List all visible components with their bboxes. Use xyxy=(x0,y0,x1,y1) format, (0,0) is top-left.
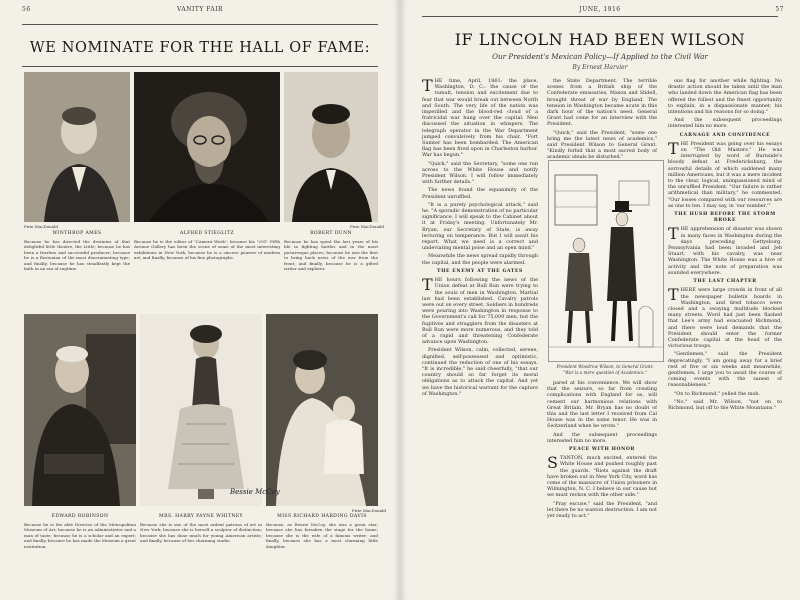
name-edward-robinson: EDWARD ROBINSON xyxy=(51,514,109,519)
article-paragraph xyxy=(668,138,782,209)
illustration-caption-quote: "War is a mere question of Academics." xyxy=(563,370,647,375)
article-paragraph xyxy=(668,78,782,115)
article-paragraph xyxy=(422,277,538,345)
paragraph-text: "No," said Mr. Wilson, "not on to Richmond, but off to the White Mountains." xyxy=(668,398,782,411)
paragraph-text: "It is a purely psychological attack," said he. "A sporadic demonstration of no particular significance. I will speak to the Cabinet about it at Friday's meeting. Unfortunately Mr. Bryan, our Secretary of State, is away lecturing on temperance. But I will await his report. What we need is a correct and undeviating mental poise and an open mind." xyxy=(422,201,538,252)
drop-cap: T xyxy=(422,76,433,95)
blurb-edward-robinson: Because he is the able Director of the Metropolitan Museum of Art; because he is an administrator and a man of taste; because he is a scholar and an expert; and finally, because he has made the Museum a great institution. xyxy=(24,522,136,549)
article-paragraph xyxy=(668,391,782,397)
page-title-hall-of-fame: WE NOMINATE FOR THE HALL OF FAME: xyxy=(29,40,371,56)
photo-credit: Pirie MacDonald xyxy=(24,224,58,229)
article-byline: By Ernest Harvier xyxy=(572,64,628,71)
paragraph-text: The news found the equanimity of the President unruffled. xyxy=(422,187,538,200)
article-subtitle: Our President's Mexican Policy—If Applied to the Civil War xyxy=(492,52,708,61)
photo-alfred-stieglitz xyxy=(134,72,280,222)
paragraph-text: HE apprehension of disaster was shown in many faces in Washington during the days preceding Gettysburg. Pennsylvania had been invaded and Jeb Stuart, with his cavalry, was near Washington. The White House was a hive of activity and the note of preparation was sounded everywhere. xyxy=(668,226,782,276)
article-column-2 xyxy=(547,78,657,161)
drop-cap: T xyxy=(422,275,433,295)
illustration-caption: President Woodrow Wilson, to General Grant: xyxy=(556,364,654,369)
paragraph-text: pared at his convenience. We will show that the seizure, so far from creating complications with England for us, will cement our harmonious relations with Great Britain. Mr. Bryan has no doubt of this and the last letter I received from Cal House was in the same tenor. He was in Switzerland when he wrote." xyxy=(547,380,657,430)
name-winthrop-ames: WINTHROP AMES xyxy=(52,231,102,236)
cartoon-drawing xyxy=(549,161,663,361)
article-paragraph xyxy=(547,455,657,498)
portrait-image xyxy=(24,314,136,506)
article-paragraph xyxy=(422,347,538,397)
paragraph-text: President Wilson, calm, collected, serene, dignified, self-possessed and optimistic, continued the redaction of one of his essays. "It is incredible," he said cheerfully, "that our country should so far forget its moral obligations as to attack the capital. And yet we have the historical warrant for the capture of Washington." xyxy=(422,347,538,397)
top-rule xyxy=(22,24,378,25)
article-paragraph xyxy=(547,380,657,430)
paragraph-text: "Quick," said the Secretary, "some one run across to the White House and notify President Wilson. I will follow immediately with further details." xyxy=(422,160,538,186)
article-paragraph xyxy=(422,202,538,252)
drop-cap: S xyxy=(547,453,558,473)
paragraph-text: HE President was going over his essays on "The Old Masters." He was interrupted by word of Burnside's bloody defeat at Fredericksburg, the sorrowful details of which saddened many million Americans, but it was a mere incident to the clear, logical, unimpassioned mind of the unruffled President. "Our failure is rather arithmetical than military," he commented. "Our losses compared with our resources are as one to ten. I may say, in 'our number.'" xyxy=(668,140,782,209)
drop-cap: T xyxy=(668,285,679,305)
right-page-number: 57 xyxy=(775,6,784,13)
paragraph-text: "Quick," said the President, "some one bring me the latest news of academics," said President Wilson to General Grant. "Kindly forbid that a most sacred body of academic ideals be disturbed." xyxy=(547,129,657,161)
name-robert-dunn: ROBERT DUNN xyxy=(310,231,352,236)
portrait-image xyxy=(24,72,130,222)
right-running-head: JUNE, 1916 xyxy=(579,6,621,13)
paragraph-text: And the subsequent proceedings interested him no more. xyxy=(668,117,782,130)
article-paragraph xyxy=(668,117,782,129)
photo-edward-robinson xyxy=(24,314,136,506)
article-paragraph xyxy=(422,161,538,186)
article-paragraph xyxy=(422,187,538,199)
photo-miss-richard-harding-davis xyxy=(266,314,378,506)
article-paragraph xyxy=(422,253,538,265)
portrait-image xyxy=(134,72,280,222)
portrait-image xyxy=(140,314,262,506)
section-heading: THE LAST CHAPTER xyxy=(693,279,757,285)
signature-bessie-mccoy: Bessie McCoy xyxy=(230,488,280,496)
blurb-mrs-harry-payne-whitney: Because she is one of the most ardent patrons of art in New York; because she is herself a sculptor of distinction; because she has done much for young American artists; and finally, because of her charming studio. xyxy=(140,522,262,544)
section-heading: CARNAGE AND CONFIDENCE xyxy=(679,132,771,138)
paragraph-text: "On to Richmond," yelled the mob. xyxy=(674,390,760,397)
photo-winthrop-ames xyxy=(24,72,130,222)
name-miss-richard-harding-davis: MISS RICHARD HARDING DAVIS xyxy=(277,514,367,519)
drop-cap: T xyxy=(668,138,679,158)
portrait-image xyxy=(284,72,378,222)
article-paragraph xyxy=(547,130,657,161)
article-column-1 xyxy=(422,78,538,598)
photo-mrs-harry-payne-whitney xyxy=(140,314,262,506)
blurb-robert-dunn: Because he has spent the last years of his life in fighting battles and in the most picturesque places; because he was the first to bring back news of the war from the front; and finally, because he is a gifted writer and explorer. xyxy=(284,239,378,272)
right-page xyxy=(400,0,800,600)
paragraph-text: ons flag for another while fighting. No drastic action should be taken until the man who landed down the American flag has been offered the fullest and the finest opportunity to explain, in a dispassionate manner, his intentions and his reasons for so doing." xyxy=(668,78,782,116)
left-running-head: VANITY FAIR xyxy=(176,6,224,13)
paragraph-text: Meanwhile the news spread rapidly through the capital, and the people were alarmed. xyxy=(422,253,539,266)
article-column-2-lower xyxy=(547,380,657,598)
left-page-number: 56 xyxy=(22,6,31,13)
title-rule xyxy=(22,66,378,67)
photo-credit: Pirie MacDonald xyxy=(352,508,386,513)
paragraph-text: "Gentlemen," said the President deprecatingly, "I am going away for a brief rest of five or six weeks and meanwhile, gentlemen, I urge you to await the course of coming events with the sanest of reasonableness." xyxy=(668,351,782,389)
article-paragraph xyxy=(547,78,657,128)
blurb-miss-richard-harding-davis: Because, as Bessie McCoy, she was a great star; because she has forsaken the stage for the home; because she is the wife of a famous writer; and finally, because she has a most charming little daughter. xyxy=(266,522,378,549)
article-paragraph xyxy=(668,351,782,388)
article-paragraph xyxy=(547,432,657,444)
article-paragraph xyxy=(668,399,782,411)
paragraph-text: HE hours following the news of the Union defeat at Bull Run were trying to the souls of men in Washington. Martial law had been established. Cavalry patrols were out on every street. Soldiers in hundreds were pouring into Washington in response to the Government's call for 75,000 men, but the fugitives and stragglers from the disasters at Bull Run were more numerous, and they told of a rapid and threatening Confederate advance upon Washington. xyxy=(422,277,538,346)
cartoon-illustration xyxy=(548,160,664,362)
photo-robert-dunn xyxy=(284,72,378,222)
blurb-winthrop-ames: Because he has directed the destinies of that delightful little theatre, the Little; because he has been a fearless and successful producer; because he is a Bostonian of the most discriminating type; and finally, because he has steadfastly kept the faith in an era of ragtime. xyxy=(24,239,130,272)
article-title: IF LINCOLN HAD BEEN WILSON xyxy=(454,30,746,49)
paragraph-text: HERE were large crowds in front of all the newspaper bulletin boards in Washington, and tired tobacco were closed and a swaying multitude blocked many streets. Word had just been flashed that Lee's army had evacuated Richmond, and there were loud demands that the President should enter the former Confederate capital at the head of the victorious troops. xyxy=(668,287,782,350)
section-heading: THE ENEMY AT THE GATES xyxy=(437,268,523,274)
photo-credit: Pirie MacDonald xyxy=(350,224,384,229)
article-paragraph xyxy=(668,287,782,349)
article-paragraph xyxy=(422,78,538,159)
paragraph-text: And the subsequent proceedings interested him no more. xyxy=(547,431,657,444)
article-paragraph xyxy=(547,501,657,520)
paragraph-text: TANTON, much excited, entered the White House and pushed roughly past the guards. "Riots against the draft have broken out in New York City, word has come of the massacre of Union prisoners in Wilmington, N. C. I believe in our cause but we must reckon with the other side." xyxy=(547,455,657,499)
paragraph-text: HE time, April, 1861: the place, Washington, D. C.: the cause of the tumult, tension and excitement due to fear that war would break out between North and South. The very life of the nation was imperilled and the blood-red cloud of a fratricidal war hung over the capital. Men discussed the situation in whispers. The telegraph operator in the War Department jumped convulsively from his chair. "Fort Sumter has been bombarded. The American flag has been fired upon in Charleston harbor. War has begun." xyxy=(422,78,538,159)
name-mrs-harry-payne-whitney: MRS. HARRY PAYNE WHITNEY xyxy=(159,514,243,519)
section-heading: PEACE WITH HONOR xyxy=(569,447,635,453)
paragraph-text: "Pray excuse," said the President, "and let there be no wanton destruction. I am not yet ready to act." xyxy=(547,500,657,520)
portrait-image xyxy=(266,314,378,506)
article-paragraph xyxy=(668,226,782,276)
top-rule xyxy=(422,16,778,17)
section-heading: THE HUSH BEFORE THE STORM BROKE xyxy=(674,212,776,224)
drop-cap: T xyxy=(668,224,679,244)
name-alfred-stieglitz: ALFRED STIEGLITZ xyxy=(179,231,235,236)
paragraph-text: the State Department. The terrible scenes from a British ship of the Confederate emissaries, Mason and Slidell, brought threat of war by England. The tension in Washington became acute in this dark hour of the nation's need. General Grant had come for an interview with the President. xyxy=(547,78,657,128)
article-column-3 xyxy=(668,78,782,598)
blurb-alfred-stieglitz: Because he is the editor of "Camera Work"; because his "291" Fifth Avenue Gallery has been the scene of some of the most interesting exhibitions in New York; because he is a sincere pioneer of modern art; and finally, because of his fine photographs. xyxy=(134,239,280,261)
